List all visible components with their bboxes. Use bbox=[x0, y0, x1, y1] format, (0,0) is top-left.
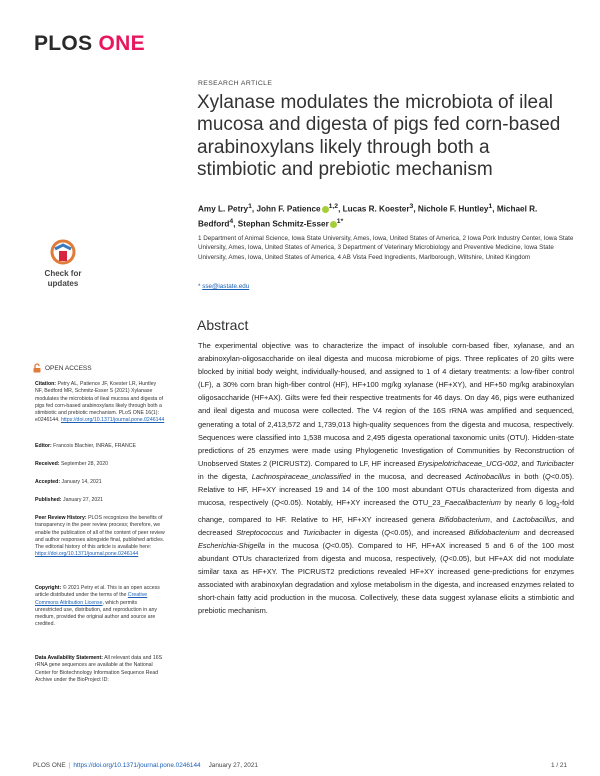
abstract-italic: Q bbox=[442, 553, 449, 563]
abstract-italic: Streptococcus bbox=[236, 527, 284, 537]
abstract-text: <0.05), but HF+AX did not modulate similar taxa as HF+XY. The PICRUST2 predictions revealed HF+XY increased gene-predictions for enzymes associated with arabinoxylan degradation and xylose metabolism in the digesta, and increased enzymes related to short-chain fatty acid production in the mucosa. Collectively, these data suggest xylanase elicits a stimbiotic and prebiotic mechanism. bbox=[198, 553, 574, 616]
author-name[interactable]: Michael R. Bedford bbox=[198, 204, 538, 229]
author-affiliation-mark: 3 bbox=[409, 203, 414, 210]
published-text: January 27, 2021 bbox=[62, 497, 104, 503]
author-affiliation-mark: 1 bbox=[248, 203, 252, 210]
editor-label: Editor: bbox=[35, 443, 52, 449]
article-title: Xylanase modulates the microbiota of ileal mucosa and digesta of pigs fed corn-based arabinoxylans likely through both a stimbiotic and prebiotic mechanism bbox=[197, 92, 561, 180]
editor-block bbox=[35, 443, 165, 450]
copyright-block bbox=[35, 585, 165, 629]
open-access-text: OPEN ACCESS bbox=[45, 364, 92, 372]
badge-line1: Check for bbox=[44, 269, 82, 278]
author-name[interactable]: Lucas R. Koester bbox=[342, 204, 410, 214]
peer-review-link[interactable]: https://doi.org/10.1371/journal.pone.0246144 bbox=[35, 551, 139, 558]
peer-review-text: PLOS recognizes the benefits of transparency in the peer review process; therefore, we enable the publication of all of the content of peer review and author responses alongside final, published articles. The editorial history of this article is available here: bbox=[35, 515, 165, 551]
accepted-text: January 14, 2021 bbox=[61, 479, 102, 485]
author-name[interactable]: John F. Patience bbox=[256, 204, 321, 214]
abstract-italic: Q bbox=[324, 540, 331, 550]
footer-doi-link[interactable]: https://doi.org/10.1371/journal.pone.0246144 bbox=[73, 762, 201, 769]
footer-left: PLOS ONE | https://doi.org/10.1371/journal.pone.0246144 January 27, 2021 bbox=[33, 762, 258, 769]
license-link[interactable]: Creative Commons Attribution License bbox=[35, 592, 148, 606]
abstract-text: in both ( bbox=[510, 471, 546, 481]
peer-review-block bbox=[35, 515, 165, 559]
author-name[interactable]: Stephan Schmitz-Esser bbox=[237, 219, 329, 229]
abstract-heading: Abstract bbox=[197, 317, 249, 333]
logo-plos: PLOS bbox=[34, 32, 93, 55]
citation-label: Citation: bbox=[35, 381, 57, 387]
received-block bbox=[35, 461, 165, 468]
page-footer bbox=[33, 762, 567, 769]
orcid-icon[interactable] bbox=[330, 221, 337, 228]
abstract-text: in digesta ( bbox=[340, 527, 385, 537]
published-block bbox=[35, 497, 165, 504]
abstract-italic: Lachnospiraceae_unclassified bbox=[251, 471, 351, 481]
author-name[interactable]: Amy L. Petry bbox=[198, 204, 249, 214]
abstract-italic: Q bbox=[274, 498, 280, 508]
abstract-italic: Turicibacter bbox=[535, 458, 574, 468]
abstract-italic: Q bbox=[384, 527, 390, 537]
author-affiliation-mark: 1,2 bbox=[328, 203, 339, 210]
abstract-subscript: 2 bbox=[556, 502, 560, 510]
data-availability-block bbox=[35, 655, 165, 684]
copyright-text-2: , which permits unrestricted use, distribution, and reproduction in any medium, provided the original author and source are credited. bbox=[35, 599, 157, 628]
abstract-body bbox=[198, 339, 574, 617]
abstract-text: <0.05), and increased bbox=[389, 527, 469, 537]
footer-journal: PLOS ONE bbox=[33, 762, 66, 769]
abstract-italic: Escherichia-Shigella bbox=[198, 540, 265, 550]
peer-review-label: Peer Review History: bbox=[35, 515, 87, 521]
abstract-text: -fold change, compared to HF. Relative to HF, HF+XY increased genera bbox=[198, 498, 574, 524]
published-label: Published: bbox=[35, 497, 62, 503]
copyright-text-1: © 2021 Petry et al. This is an open access article distributed under the terms of the bbox=[35, 585, 160, 599]
abstract-text: <0.05). Notably, HF+XY increased the OTU_23_ bbox=[279, 498, 445, 508]
corresponding-author bbox=[198, 283, 249, 290]
author-name[interactable]: Nichole F. Huntley bbox=[417, 204, 489, 214]
abstract-italic: Bifidobacterium bbox=[439, 514, 490, 524]
open-lock-icon bbox=[33, 363, 41, 373]
data-availability-label: Data Availability Statement: bbox=[35, 655, 103, 661]
abstract-text: <0.05). Compared to HF, HF+AX increased 5 and 6 of the 100 most abundant OTUs characterized from digesta and mucosa, respectively, ( bbox=[198, 540, 574, 563]
abstract-italic: Bifidobacterium bbox=[468, 527, 520, 537]
author-affiliation-mark: 4 bbox=[229, 217, 234, 225]
citation-block bbox=[35, 381, 165, 425]
abstract-text: , and bbox=[489, 514, 513, 524]
check-for-updates-badge[interactable] bbox=[33, 236, 93, 296]
accepted-label: Accepted: bbox=[35, 479, 61, 485]
abstract-text: and decreased bbox=[519, 527, 574, 537]
abstract-text: and bbox=[283, 527, 303, 537]
corresponding-email[interactable]: sse@iastate.edu bbox=[202, 283, 250, 290]
affiliations: 1 Department of Animal Science, Iowa State University, Ames, Iowa, United States of America, 2 Iowa Pork Industry Center, Iowa State University, Ames, Iowa, United States of America, 3 Department of Veterinary Microbiology and Preventive Medicine, Iowa State University, Ames, Iowa, United States of America, 4 AB Vista Feed Ingredients, Marlborough, Wiltshire, United Kingdom bbox=[198, 235, 574, 261]
abstract-text: <0.05). Relative to HF, HF+XY increased 19 and 14 of the 100 most abundant OTUs characterized from digesta and mucosa, respectively ( bbox=[198, 471, 574, 508]
abstract-text: , and bbox=[517, 458, 536, 468]
accepted-block bbox=[35, 479, 165, 486]
badge-line2: updates bbox=[47, 279, 79, 288]
data-availability-text: All relevant data and 16S rRNA gene sequences are available at the National Center for Biotechnology Information Sequence Read Archive under the BioProject ID: bbox=[35, 655, 163, 683]
abstract-italic: Lactobacillus bbox=[512, 514, 556, 524]
abstract-text: in the mucosa ( bbox=[264, 540, 325, 550]
received-text: September 28, 2020 bbox=[60, 461, 108, 467]
check-updates-icon bbox=[33, 236, 93, 296]
footer-date: January 27, 2021 bbox=[208, 762, 258, 769]
citation-text: Petry AL, Patience JF, Koester LR, Huntley NF, Bedford MR, Schmitz-Esser S (2021) Xylanase modulates the microbiota of ileal mucosa and digesta of pigs fed corn-based arabinoxylans likely through both a stimbiotic and prebiotic mechanism. PLoS ONE 16(1): e0246144. bbox=[35, 381, 164, 424]
abstract-text: in the mucosa, and decreased bbox=[350, 471, 466, 481]
abstract-italic: Erysipelotrichaceae_UCG-002 bbox=[417, 458, 518, 468]
copyright-label: Copyright: bbox=[35, 585, 62, 591]
abstract-text: The experimental objective was to characterize the impact of insoluble corn-based fiber, xylanase, and an arabinoxylan-oligosaccharide on ileal digesta and mucosa microbiome of pigs. Three replicates of 20 gilts were blocked by initial body weight, individually-housed, and assigned to 1 of 4 dietary treatments: a low-fiber control (LF), a 30% corn bran high-fiber control (HF), HF+100 mg/kg xylanase (HF+XY), and HF+50 mg/kg arabinoxylan oligosaccharide (HF+AX). Gilts were fed their respective treatments for 46 days. On day 46, pigs were euthanized and ileal digesta and mucosa were collected. The V4 region of the 16S rRNA was amplified and sequenced, generating a total of 2,413,572 and 1,739,013 high-quality sequences from the digesta and mucosa, respectively. Sequences were classified into 1,538 mucosa and 2,495 digesta operational taxonomic units (OTU). Hidden-state predictions of 25 enzymes were made using Phylogenetic Investigation of Communities by Reconstruction of Unobserved States 2 (PICRUST2). Compared to LF, HF increased bbox=[198, 341, 574, 468]
author-affiliation-mark: 1 bbox=[488, 203, 493, 210]
journal-logo[interactable] bbox=[34, 32, 145, 56]
orcid-icon[interactable] bbox=[322, 206, 329, 213]
abstract-italic: Turicibacter bbox=[302, 527, 341, 537]
corresponding-mark: * bbox=[198, 283, 201, 290]
article-type: RESEARCH ARTICLE bbox=[198, 80, 273, 87]
author-affiliation-mark: 1* bbox=[336, 217, 344, 225]
abstract-text: by nearly 6 log bbox=[500, 498, 557, 508]
received-label: Received: bbox=[35, 461, 60, 467]
abstract-italic: Actinobacillus bbox=[465, 471, 511, 481]
citation-link[interactable]: https://doi.org/10.1371/journal.pone.0246144 bbox=[60, 417, 165, 424]
editor-text: Francois Blachier, INRAE, FRANCE bbox=[53, 443, 136, 449]
abstract-text: , and decreased bbox=[198, 514, 574, 537]
author-list: Amy L. Petry$^1$, John F. Patience $^{1,2}$, Lucas R. Koester$^3$, Nichole F. Huntley$^1$, Michael R. Bedford$^4$, Stephan Schmitz-Esser $^{1*}$ bbox=[198, 203, 538, 229]
logo-one: ONE bbox=[98, 32, 145, 55]
abstract-italic: Faecalibacterium bbox=[444, 498, 501, 508]
page-number: 1 / 21 bbox=[551, 762, 567, 769]
abstract-italic: Q bbox=[545, 471, 551, 481]
abstract-text: in the digesta, bbox=[198, 471, 252, 481]
open-access-label bbox=[33, 363, 92, 373]
